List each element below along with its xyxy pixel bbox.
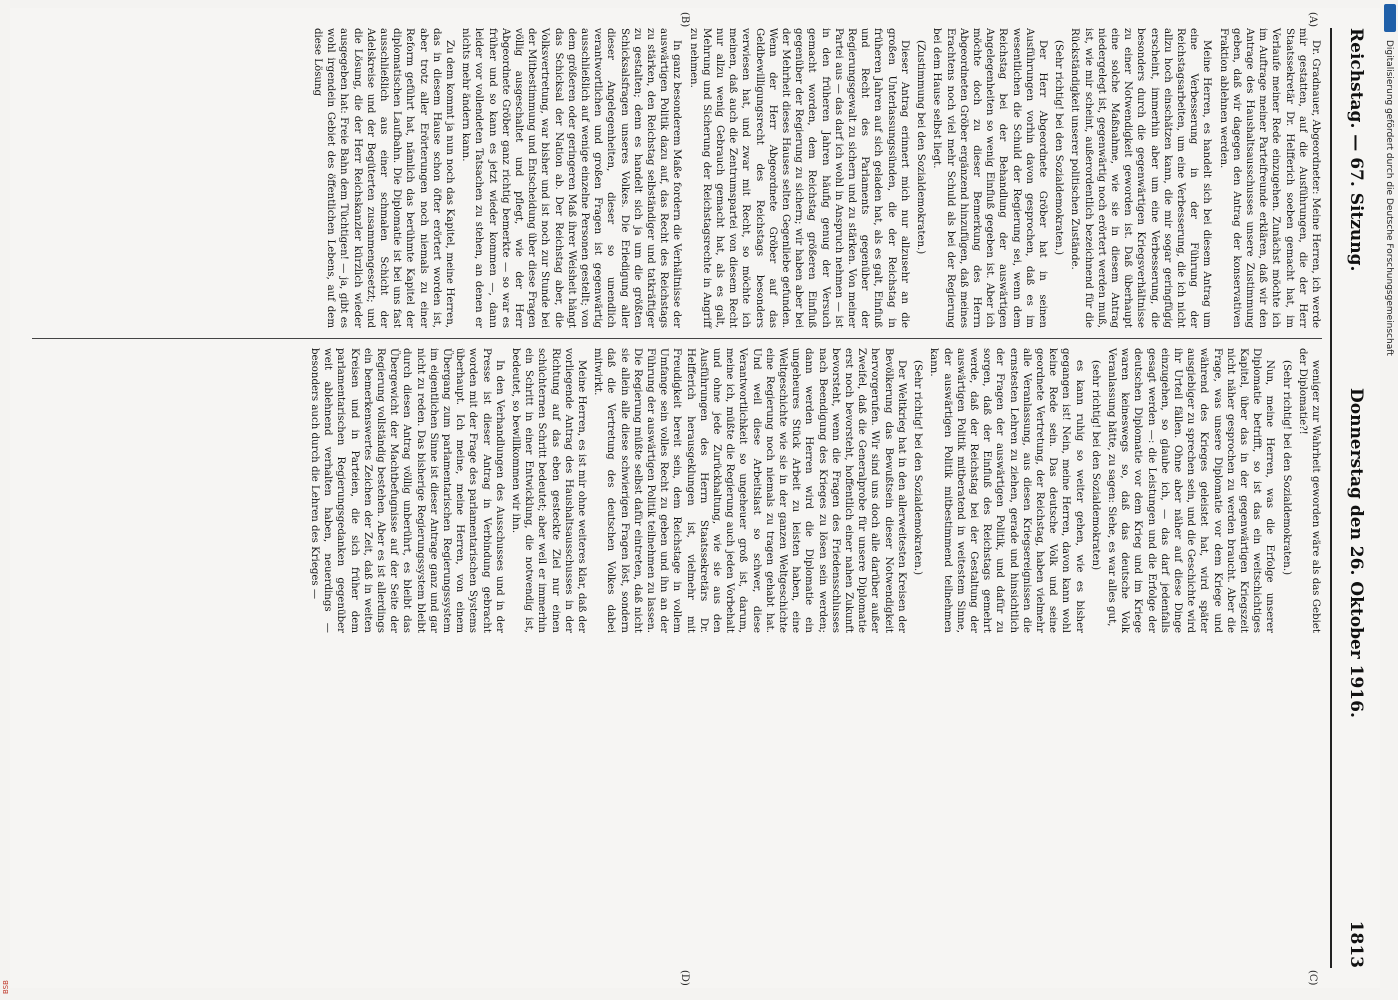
header-title: Reichstag. — 67. Sitzung. [1346,28,1366,272]
interjection: (Sehr richtig! bei den Sozialdemokraten.) [1053,40,1065,256]
credit-text: Digitalisierung gefördert durch die Deutsche Forschungsgemeinschaft [1384,40,1394,356]
margin-marker-c: (C) [1307,970,1318,986]
page-number: 1813 [1346,920,1366,968]
dfg-logo [1384,4,1396,32]
paragraph: Der Herr Abgeordnete Gröber hat in seinen Ausführungen vorhin davon gesprochen, daß es im wesentlichen die Schuld der Regierung sei, wenn dem Reichstag bei der Behandlung der auswärtigen Angelegenheiten so wenig Einfluß gegeben ist. Aber ich möchte doch zu dieser Bemerkung des Herrn Abgeordneten Gröber ergänzend hinzufügen, daß meines Erachtens noch viel mehr Schuld als bei der Regierung bei dem Hause selbst liegt. [931,28,1048,328]
rotated-sheet [10,8,1380,988]
header-date: Donnerstag den 26. Oktober 1916. [1346,388,1366,718]
paragraph: In den Verhandlungen des Ausschusses und in der Presse ist dieser Antrag in Verbindung gebracht worden mit der Frage des parlamentarischen Systems überhaupt. Ich meine, meine Herren, von einem Übergang zum parlamentarischen Regierungssystem im eigentlichen Sinne ist dieser Antrage ganz und gar nicht zu reden. Das bisherige Regierungssystem bleibt durch diesen Antrag völlig unberührt, es bleibt das Übergewicht der Machtbefugnisse auf der Seite der Regierung vollständig bestehen. Aber es ist allerdings ein bemerkenswertes Zeichen der Zeit, daß in weiten Kreisen und in Parteien, die sich früher dem parlamentarischen Regierungsgedanken gegenüber weit ablehnend verhalten haben, neuerdings — besonders auch durch die Lehren des Krieges — [308,348,505,633]
margin-marker-d: (D) [679,970,690,986]
paragraph: Der Weltkrieg hat in den allerweitesten Kreisen der Bevölkerung das Bewußtsein dieser Notwendigkeit hervorgerufen. Wir sind uns doch alle darüber außer Zweifel, daß die Generalprobe für unsere Diplomatie erst noch bevorsteht, hoffentlich einer nahen Zukunft bevorsteht, wenn die Fragen des Friedensschlusses nach Beendigung des Krieges zu lösen sein werden; dann werden Herren wird die Diplomatie ein ungeheures Stück Arbeit zu leisten haben, eine Weltgeschichte wie sie in der ganzen Weltgeschichte eine Regierung noch niemals zu tragen gehabt hat. Und weil diese Arbeitslast so schwer, diese Verantwortlichkeit so ungeheuer groß ist, darum, meine ich, müßte die Regierung auch jeden Vorbehalt und ohne jede Zurückhaltung, wie sie aus den Ausführungen des Herrn Staatssekretärs Dr. Helfferich herausgeklungen ist, vielmehr mit Freudigkeit bereit sein, dem Reichstage in vollem Umfange sein volles Recht zu geben und ihn an der Führung der auswärtigen Politik teilnehmen zu lassen. Die Regierung müßte selbst dafür eintreten, daß nicht sie allein alle diese schwierigen Fragen löst, sondern daß die Vertretung des deutschen Volkes dabei mitwirkt. [592,348,907,633]
column-divider [32,338,1322,339]
paragraph: Meine Herren, es handelt sich bei diesem Antrag um eine Verbesserung in der Führung der Reichstagsarbeiten, um eine Verbesserung, die ich nicht allzu hoch einschätzen kann, die mir sogar geringfügig erscheint, immerhin aber um eine Verbesserung, die besonders durch die gegenwärtigen Kriegsverhältnisse zu einer Notwendigkeit geworden ist. Daß überhaupt eine solche Maßnahme, wie sie in diesem Antrag niedergelegt ist, gegenwärtig noch erörtert werden muß, ist, wie mir scheint, außerordentlich bezeichnend für die Rückständigkeit unserer politischen Zustände. [1069,28,1213,328]
paragraph: In ganz besonderem Maße fordern die Verhältnisse der auswärtigen Politik dazu auf, das Recht des Reichstags zu stärken, den Reichstag selbständiger und tatkräftiger zu gestalten; denn es handelt sich ja um die größten Schicksalsfragen unseres Volkes. Die Erledigung aller dieser Angelegenheiten, dieser so unendlich verantwortlichen und großen Fragen ist gegenwärtig ausschließlich auf wenige einzelne Personen gestellt; von dem größeren oder geringeren Maß ihrer Weisheit hängt das Schicksal der Nation ab. Der Reichstag aber, die Volksvertretung, war bisher und ist noch zur Stunde bei der Mitbestimmung und Entscheidung über diese Fragen völlig ausgeschaltet und pflegt, wie der Herr Abgeordnete Gröber ganz richtig bemerkte — so war es früher und so kann es jetzt wieder kommen —, dann leider vor vollendeten Tatsachen zu stehen, an denen er nichts mehr ändern kann. [460,28,683,328]
paragraph: Meine Herren, es ist mir ohne weiteres klar, daß der vorliegende Antrag des Haushaltsausschusses in der Richtung auf das eben gesteckte Ziel nur einen schüchternen Schritt bedeutet; aber weil er immerhin ein Schritt in einer Entwicklung, die notwendig ist, bedeutet, so bewillkommen wir ihn. [510,348,588,633]
paragraph: es kann ruhig so weiter gehen, wie es bisher gegangen ist! Nein, meine Herren, davon kann wohl keine Rede sein. Das deutsche Volk und seine geordnete Vertretung, der Reichstag, haben vielmehr alle Veranlassung, aus diesen Kriegsereignissen die ernstesten Lehren zu ziehen, gerade und hinsichtlich der Fragen der auswärtigen Politik, und dafür zu sorgen, daß der Einfluß des Reichstags gemehrt werde, daß der Reichstag bei der Gestaltung der auswärtigen Politik mitberatend in weitestem Sinne, der auswärtigen Politik mitbestimmend teilnehmen kann. [928,348,1085,633]
paragraph: Zu dem kommt ja nun noch das Kapitel, meine Herren, das in diesem Hause schon öfter erörtert worden ist, aber trotz aller Erörterungen noch niemals zu einer Reform geführt hat, nämlich das berühmte Kapitel der diplomatischen Laufbahn. Die Diplomatie ist bei uns fast ausschließlich aus einer schmalen Schicht der Adelskreise und der Begüterten zusammengesetzt; und die Lösung, die der Herr Reichskanzler kürzlich wieder ausgegeben hat: Freie Bahn dem Tüchtigen! — ja, gibt es wohl irgendein Gebiet des öffentlichen Lebens, auf dem diese Lösung [311,28,455,328]
margin-marker-b: (B) [679,12,690,28]
margin-marker-a: (A) [1307,12,1318,28]
interjection: (Sehr richtig! bei den Sozialdemokraten.) [912,360,924,576]
interjection: (Sehr richtig! bei den Sozialdemokraten.) [1280,360,1292,576]
interjection: (Zustimmung bei den Sozialdemokraten.) [915,40,927,255]
header-rule [1330,28,1332,968]
paragraph: Dr. Gradnauer, Abgeordneter: Meine Herren, ich werde mir gestatten, auf die Ausführungen, die der Herr Staatssekretär Dr. Helfferich soeben gemacht hat, im Verlaufe meiner Rede einzugehen. Zunächst möchte ich im Auftrage meiner Parteifreunde erklären, daß wir den Antrage des Haushaltsausschusses unsere Zustimmung geben, daß wir dagegen den Antrag der konservativen Fraktion ablehnen werden. [1217,28,1321,328]
bsb-text: BSB [2,980,10,994]
paragraph: Dieser Antrag erinnert mich nur allzusehr an die großen Unterlassungssünden, die der Reichstag in früheren Jahren auf sich geladen hat, als es galt, Einfluß und Recht des Parlaments gegenüber der Regierungsgewalt zu sichern und zu stärken. Von meiner Partei aus — das darf ich wohl in Anspruch nehmen — ist in den früheren Jahren häufig genug der Versuch gemacht worden, dem Reichstag größeren Einfluß gegenüber der Regierung zu sichern; wir haben aber bei der Mehrheit dieses Hauses selten Gegenliebe gefunden. Wenn der Herr Abgeordnete Gröber auf das Geldbewilligungsrecht des Reichstags besonders verwiesen hat, und zwar mit Recht, so möchte ich meinen, daß auch die Zentrumspartei von diesem Recht nur allzu wenig Gebrauch gemacht hat, als es galt, Mehrung und Sicherung der Reichstagsrechte in Angriff zu nehmen. [687,28,910,328]
bsb-logo [2,972,14,996]
text-column-left [308,28,1322,328]
paragraph: weniger zur Wahrheit geworden wäre als das Gebiet der Diplomatie?! [1296,348,1321,633]
text-column-right [32,348,1322,948]
paragraph: Nun, meine Herren, was die Erfolge unserer Diplomatie betrifft, so ist das ein weitschichtiges Kapitel, über das in der gegenwärtigen Kriegszeit nicht näher gesprochen zu werden braucht. Aber die Frage, was unsere Diplomatie vor dem Kriege und während des Krieges geleistet hat, wird später ausgiebiger zu sprechen sein, und die Geschichte wird ihr Urteil fällen. Ohne aber näher auf diese Dinge einzugehen, so glaube ich, — das darf jedenfalls gesagt werden —: die Leistungen und die Erfolge der deutschen Diplomatie vor dem Krieg und im Kriege waren keineswegs so, daß das deutsche Volk Veranlassung hätte, zu sagen: Siehe, es war alles gut, [1105,348,1276,633]
interjection: (sehr richtig! bei den Sozialdemokraten) [1089,360,1101,571]
page-header [1334,28,1374,968]
digitization-credit [1382,40,1396,960]
